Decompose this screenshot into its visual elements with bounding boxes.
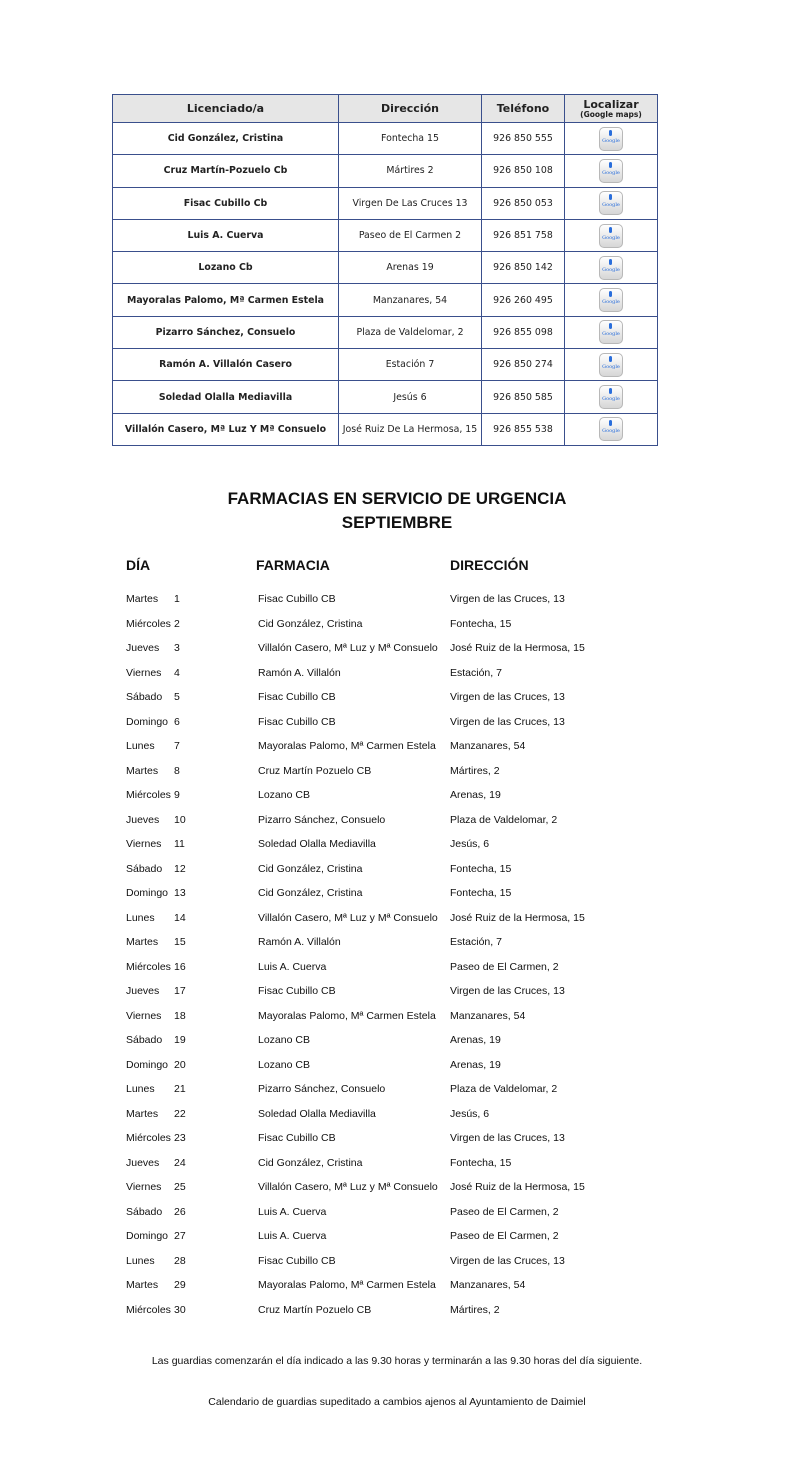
table-row xyxy=(113,219,658,251)
table-row xyxy=(113,155,658,187)
schedule-address: Jesús, 6 xyxy=(450,1107,490,1120)
schedule-day: Sábado xyxy=(126,691,163,703)
schedule-pharmacy: Villalón Casero, Mª Luz y Mª Consuelo xyxy=(258,1181,438,1193)
pharmacist-name: Villalón Casero, Mª Luz Y Mª Consuelo xyxy=(113,413,339,445)
schedule-date: 7 xyxy=(174,740,180,752)
header-licenciado: Licenciado/a xyxy=(113,95,339,123)
schedule-date: 4 xyxy=(174,666,180,679)
pharmacist-name: Luis A. Cuerva xyxy=(113,219,339,251)
map-pin-icon xyxy=(609,356,612,362)
schedule-address: Fontecha, 15 xyxy=(450,1156,512,1169)
google-logo-text: Google xyxy=(602,299,620,306)
list-item xyxy=(0,642,794,662)
pharmacist-name: Soledad Olalla Mediavilla xyxy=(113,381,339,413)
schedule-day: Martes xyxy=(126,764,159,777)
locate-cell xyxy=(565,349,658,381)
google-maps-icon[interactable] xyxy=(599,417,623,441)
schedule-address: Arenas, 19 xyxy=(450,789,501,801)
schedule-date: 19 xyxy=(174,1034,186,1046)
schedule-date: 14 xyxy=(174,911,186,924)
schedule-date: 6 xyxy=(174,715,180,728)
map-pin-icon xyxy=(609,130,612,136)
schedule-address: Paseo de El Carmen, 2 xyxy=(450,1230,559,1242)
schedule-day: Viernes xyxy=(126,838,162,850)
header-localizar xyxy=(565,95,658,123)
table-row xyxy=(113,252,658,284)
schedule-address: Paseo de El Carmen, 2 xyxy=(450,960,559,973)
schedule-pharmacy: Cid González, Cristina xyxy=(258,1156,363,1169)
schedule-date: 2 xyxy=(174,617,180,630)
google-logo-text: Google xyxy=(602,331,620,338)
schedule-address: Jesús, 6 xyxy=(450,838,490,850)
schedule-day: Martes xyxy=(126,593,159,605)
schedule-date: 28 xyxy=(174,1254,186,1267)
schedule-pharmacy: Fisac Cubillo CB xyxy=(258,1254,336,1267)
schedule-address: Paseo de El Carmen, 2 xyxy=(450,1205,559,1218)
pharmacy-phone: 926 850 053 xyxy=(482,187,565,219)
list-item xyxy=(0,1230,794,1250)
table-row xyxy=(113,123,658,155)
list-item xyxy=(0,936,794,956)
schedule-pharmacy: Luis A. Cuerva xyxy=(258,1205,327,1218)
google-logo-text: Google xyxy=(602,202,620,209)
pharmacy-address: José Ruiz De La Hermosa, 15 xyxy=(339,413,482,445)
schedule-day: Jueves xyxy=(126,813,160,826)
list-item xyxy=(0,1255,794,1275)
schedule-pharmacy: Mayoralas Palomo, Mª Carmen Estela xyxy=(258,740,436,752)
schedule-address: Manzanares, 54 xyxy=(450,1009,526,1022)
schedule-pharmacy: Cruz Martín Pozuelo CB xyxy=(258,1303,372,1316)
schedule-pharmacy: Luis A. Cuerva xyxy=(258,1230,327,1242)
google-logo-text: Google xyxy=(602,428,620,435)
schedule-header-address: DIRECCIÓN xyxy=(450,557,529,573)
list-item xyxy=(0,814,794,834)
map-pin-icon xyxy=(609,420,612,426)
schedule-day: Martes xyxy=(126,936,159,948)
list-item xyxy=(0,1132,794,1152)
map-pin-icon xyxy=(609,259,612,265)
schedule-date: 15 xyxy=(174,936,186,948)
schedule-day: Sábado xyxy=(126,1034,163,1046)
list-item xyxy=(0,667,794,687)
list-item xyxy=(0,765,794,785)
list-item xyxy=(0,985,794,1005)
schedule-address: Arenas, 19 xyxy=(450,1058,501,1071)
google-logo-text: Google xyxy=(602,234,620,241)
locate-cell xyxy=(565,381,658,413)
schedule-date: 24 xyxy=(174,1156,186,1169)
schedule-date: 3 xyxy=(174,642,180,654)
schedule-pharmacy: Ramón A. Villalón xyxy=(258,936,341,948)
schedule-day: Lunes xyxy=(126,1083,155,1095)
list-item xyxy=(0,716,794,736)
pharmacy-phone: 926 850 274 xyxy=(482,349,565,381)
schedule-date: 12 xyxy=(174,862,186,875)
pharmacy-phone: 926 850 555 xyxy=(482,123,565,155)
schedule-day: Sábado xyxy=(126,862,163,875)
pharmacy-phone: 926 855 098 xyxy=(482,316,565,348)
schedule-address: Estación, 7 xyxy=(450,936,502,948)
map-pin-icon xyxy=(609,291,612,297)
schedule-header-day: DÍA xyxy=(126,557,151,573)
pharmacy-address: Arenas 19 xyxy=(339,252,482,284)
list-item xyxy=(0,691,794,711)
google-maps-icon[interactable] xyxy=(599,288,623,312)
schedule-month: SEPTIEMBRE xyxy=(341,513,453,532)
pharmacy-phone: 926 851 758 xyxy=(482,219,565,251)
schedule-pharmacy: Fisac Cubillo CB xyxy=(258,593,336,605)
schedule-address: Virgen de las Cruces, 13 xyxy=(450,985,565,997)
list-item xyxy=(0,912,794,932)
list-item xyxy=(0,1279,794,1299)
schedule-day: Domingo xyxy=(126,1058,169,1071)
schedule-pharmacy: Soledad Olalla Mediavilla xyxy=(258,1107,376,1120)
locate-cell xyxy=(565,219,658,251)
list-item xyxy=(0,887,794,907)
pharmacy-address: Mártires 2 xyxy=(339,155,482,187)
schedule-date: 1 xyxy=(174,593,180,605)
schedule-date: 17 xyxy=(174,985,186,997)
schedule-day: Miércoles xyxy=(126,789,171,801)
schedule-date: 22 xyxy=(174,1107,186,1120)
schedule-header-pharmacy: FARMACIA xyxy=(256,557,330,573)
schedule-day: Jueves xyxy=(126,985,160,997)
schedule-pharmacy: Fisac Cubillo CB xyxy=(258,691,336,703)
schedule-address: Virgen de las Cruces, 13 xyxy=(450,593,565,605)
google-logo-text: Google xyxy=(602,363,620,370)
list-item xyxy=(0,1206,794,1226)
pharmacist-name: Pizarro Sánchez, Consuelo xyxy=(113,316,339,348)
schedule-address: Fontecha, 15 xyxy=(450,862,512,875)
list-item xyxy=(0,593,794,613)
schedule-day: Miércoles xyxy=(126,1132,171,1144)
pharmacy-phone: 926 850 585 xyxy=(482,381,565,413)
schedule-address: José Ruiz de la Hermosa, 15 xyxy=(450,911,585,924)
schedule-day: Lunes xyxy=(126,740,155,752)
schedule-date: 23 xyxy=(174,1132,186,1144)
google-maps-icon[interactable] xyxy=(599,385,623,409)
google-logo-text: Google xyxy=(602,396,620,403)
schedule-pharmacy: Lozano CB xyxy=(258,1034,310,1046)
schedule-hours-note: Las guardias comenzarán el día indicado a las 9.30 horas y terminarán a las 9.30 horas del día siguiente. xyxy=(151,1355,643,1367)
schedule-date: 11 xyxy=(174,838,185,850)
schedule-pharmacy: Pizarro Sánchez, Consuelo xyxy=(258,1083,386,1095)
pharmacist-name: Ramón A. Villalón Casero xyxy=(113,349,339,381)
schedule-date: 21 xyxy=(174,1083,186,1095)
schedule-day: Martes xyxy=(126,1107,159,1120)
schedule-address: Virgen de las Cruces, 13 xyxy=(450,1132,565,1144)
list-item xyxy=(0,740,794,760)
schedule-pharmacy: Villalón Casero, Mª Luz y Mª Consuelo xyxy=(258,642,438,654)
schedule-day: Miércoles xyxy=(126,960,171,973)
schedule-day: Martes xyxy=(126,1279,159,1291)
pharmacist-name: Mayoralas Palomo, Mª Carmen Estela xyxy=(113,284,339,316)
schedule-address: José Ruiz de la Hermosa, 15 xyxy=(450,1181,585,1193)
schedule-date: 26 xyxy=(174,1205,186,1218)
list-item xyxy=(0,789,794,809)
pharmacist-name: Cid González, Cristina xyxy=(113,123,339,155)
pharmacy-phone: 926 260 495 xyxy=(482,284,565,316)
locate-cell xyxy=(565,284,658,316)
schedule-address: Fontecha, 15 xyxy=(450,617,512,630)
schedule-day: Viernes xyxy=(126,666,162,679)
header-localizar-title: Localizar xyxy=(583,97,639,111)
schedule-address: Estación, 7 xyxy=(450,666,502,679)
schedule-date: 27 xyxy=(174,1230,186,1242)
pharmacy-phone: 926 855 538 xyxy=(482,413,565,445)
pharmacy-address: Fontecha 15 xyxy=(339,123,482,155)
locate-cell xyxy=(565,155,658,187)
google-maps-icon[interactable] xyxy=(599,159,623,183)
table-row xyxy=(113,413,658,445)
schedule-pharmacy: Cid González, Cristina xyxy=(258,862,363,875)
google-logo-text: Google xyxy=(602,137,620,144)
schedule-pharmacy: Mayoralas Palomo, Mª Carmen Estela xyxy=(258,1279,436,1291)
schedule-pharmacy: Pizarro Sánchez, Consuelo xyxy=(258,813,386,826)
schedule-pharmacy: Mayoralas Palomo, Mª Carmen Estela xyxy=(258,1009,436,1022)
schedule-day: Jueves xyxy=(126,642,160,654)
schedule-day: Domingo xyxy=(126,715,169,728)
table-row xyxy=(113,187,658,219)
pharmacy-address: Manzanares, 54 xyxy=(339,284,482,316)
header-localizar-subtitle: (Google maps) xyxy=(580,109,642,119)
schedule-pharmacy: Fisac Cubillo CB xyxy=(258,715,336,728)
pharmacy-directory-table xyxy=(112,94,658,446)
google-maps-icon[interactable] xyxy=(599,191,623,215)
pharmacy-address: Estación 7 xyxy=(339,349,482,381)
schedule-address: Plaza de Valdelomar, 2 xyxy=(450,1083,558,1095)
locate-cell xyxy=(565,413,658,445)
schedule-address: Virgen de las Cruces, 13 xyxy=(450,1254,565,1267)
schedule-pharmacy: Villalón Casero, Mª Luz y Mª Consuelo xyxy=(258,911,438,924)
schedule-day: Sábado xyxy=(126,1205,163,1218)
google-maps-icon[interactable] xyxy=(599,353,623,377)
schedule-day: Jueves xyxy=(126,1156,160,1169)
pharmacist-name: Lozano Cb xyxy=(113,252,339,284)
schedule-pharmacy: Ramón A. Villalón xyxy=(258,666,341,679)
locate-cell xyxy=(565,187,658,219)
schedule-title: FARMACIAS EN SERVICIO DE URGENCIA xyxy=(227,489,567,508)
list-item xyxy=(0,1083,794,1103)
map-pin-icon xyxy=(609,162,612,168)
header-telefono: Teléfono xyxy=(482,95,565,123)
schedule-pharmacy: Cruz Martín Pozuelo CB xyxy=(258,764,372,777)
locate-cell xyxy=(565,316,658,348)
list-item xyxy=(0,1181,794,1201)
pharmacist-name: Cruz Martín-Pozuelo Cb xyxy=(113,155,339,187)
schedule-address: Fontecha, 15 xyxy=(450,887,512,899)
google-maps-icon[interactable] xyxy=(599,256,623,280)
pharmacist-name: Fisac Cubillo Cb xyxy=(113,187,339,219)
schedule-pharmacy: Cid González, Cristina xyxy=(258,887,363,899)
list-item xyxy=(0,838,794,858)
list-item xyxy=(0,1304,794,1324)
schedule-address: Virgen de las Cruces, 13 xyxy=(450,715,565,728)
table-header-row xyxy=(113,95,658,123)
schedule-day: Lunes xyxy=(126,1254,155,1267)
schedule-address: Mártires, 2 xyxy=(450,764,500,777)
table-row xyxy=(113,316,658,348)
schedule-address: Manzanares, 54 xyxy=(450,1279,526,1291)
schedule-address: Arenas, 19 xyxy=(450,1034,501,1046)
pharmacy-address: Paseo de El Carmen 2 xyxy=(339,219,482,251)
schedule-pharmacy: Fisac Cubillo CB xyxy=(258,1132,336,1144)
schedule-pharmacy: Soledad Olalla Mediavilla xyxy=(258,838,376,850)
map-pin-icon xyxy=(609,388,612,394)
schedule-day: Domingo xyxy=(126,1230,169,1242)
schedule-address: Manzanares, 54 xyxy=(450,740,526,752)
schedule-day: Viernes xyxy=(126,1181,162,1193)
map-pin-icon xyxy=(609,227,612,233)
schedule-address: Mártires, 2 xyxy=(450,1303,500,1316)
schedule-day: Domingo xyxy=(126,887,169,899)
schedule-day: Lunes xyxy=(126,911,155,924)
schedule-date: 9 xyxy=(174,789,180,801)
google-logo-text: Google xyxy=(602,266,620,273)
schedule-date: 29 xyxy=(174,1279,186,1291)
schedule-pharmacy: Lozano CB xyxy=(258,1058,310,1071)
google-maps-icon[interactable] xyxy=(599,224,623,248)
schedule-day: Miércoles xyxy=(126,617,171,630)
schedule-date: 30 xyxy=(174,1303,186,1316)
table-row xyxy=(113,284,658,316)
pharmacy-address: Plaza de Valdelomar, 2 xyxy=(339,316,482,348)
schedule-address: Plaza de Valdelomar, 2 xyxy=(450,813,558,826)
schedule-pharmacy: Lozano CB xyxy=(258,789,310,801)
header-direccion: Dirección xyxy=(339,95,482,123)
schedule-pharmacy: Luis A. Cuerva xyxy=(258,960,327,973)
list-item xyxy=(0,1034,794,1054)
schedule-date: 13 xyxy=(174,887,186,899)
schedule-disclaimer: Calendario de guardias supeditado a cambios ajenos al Ayuntamiento de Daimiel xyxy=(208,1396,586,1408)
pharmacy-table-body xyxy=(113,123,658,446)
schedule-date: 25 xyxy=(174,1181,186,1193)
list-item xyxy=(0,863,794,883)
pharmacy-phone: 926 850 142 xyxy=(482,252,565,284)
list-item xyxy=(0,618,794,638)
list-item xyxy=(0,961,794,981)
locate-cell xyxy=(565,123,658,155)
schedule-pharmacy: Fisac Cubillo CB xyxy=(258,985,336,997)
google-maps-icon[interactable] xyxy=(599,320,623,344)
google-maps-icon[interactable] xyxy=(599,127,623,151)
schedule-address: Virgen de las Cruces, 13 xyxy=(450,691,565,703)
map-pin-icon xyxy=(609,323,612,329)
schedule-pharmacy: Cid González, Cristina xyxy=(258,617,363,630)
schedule-date: 8 xyxy=(174,764,180,777)
google-logo-text: Google xyxy=(602,169,620,176)
table-row xyxy=(113,381,658,413)
locate-cell xyxy=(565,252,658,284)
schedule-day: Viernes xyxy=(126,1009,162,1022)
schedule-date: 5 xyxy=(174,691,180,703)
list-item xyxy=(0,1059,794,1079)
map-pin-icon xyxy=(609,194,612,200)
list-item xyxy=(0,1010,794,1030)
list-item xyxy=(0,1157,794,1177)
schedule-date: 20 xyxy=(174,1058,186,1071)
schedule-day: Miércoles xyxy=(126,1303,171,1316)
schedule-address: José Ruiz de la Hermosa, 15 xyxy=(450,642,585,654)
schedule-date: 18 xyxy=(174,1009,186,1022)
pharmacy-address: Virgen De Las Cruces 13 xyxy=(339,187,482,219)
pharmacy-address: Jesús 6 xyxy=(339,381,482,413)
pharmacy-phone: 926 850 108 xyxy=(482,155,565,187)
list-item xyxy=(0,1108,794,1128)
schedule-date: 10 xyxy=(174,813,186,826)
schedule-date: 16 xyxy=(174,960,186,973)
table-row xyxy=(113,349,658,381)
